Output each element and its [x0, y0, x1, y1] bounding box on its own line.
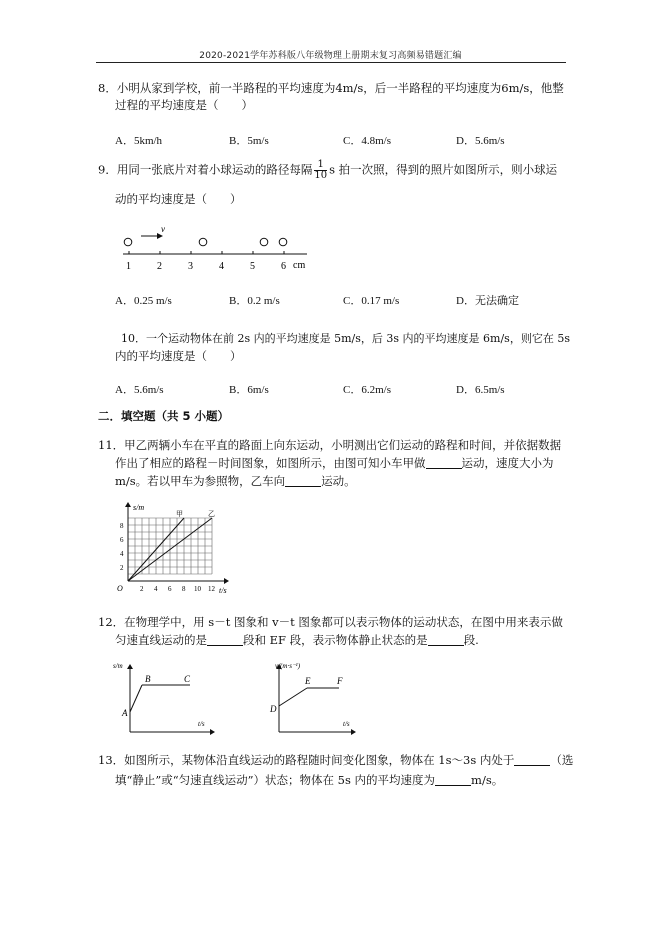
q9-option-b: B．0.2 m/s — [229, 295, 280, 307]
q10-option-a: A．5.6m/s — [115, 384, 164, 396]
graph1-y-label: s/m — [113, 662, 123, 670]
series-yi-label: 乙 — [208, 510, 215, 518]
x-tick-6: 6 — [168, 585, 172, 593]
graph1-point-b: B — [145, 674, 151, 684]
q12-vt-graph — [265, 660, 365, 740]
q9-stem-line2: 动的平均速度是（ ） — [115, 192, 242, 206]
q13-line2-part2: m/s。 — [471, 773, 504, 787]
q11-line3-part2: 运动。 — [321, 474, 356, 488]
q9-stem-part1: 9．用同一张底片对着小球运动的路径每隔 — [98, 162, 313, 177]
q12-stem-line1: 12．在物理学中，用 s－t 图象和 v－t 图象都可以表示物体的运动状态，在图中用来表示做 — [98, 615, 563, 629]
q8-stem-line1: 8．小明从家到学校，前一半路程的平均速度为4m/s，后一半路程的平均速度为6m/s，他整 — [98, 81, 564, 95]
q11-line2-part2: 运动，速度大小为 — [461, 456, 554, 470]
q11-stem-line1: 11．甲乙两辆小车在平直的路面上向东运动，小明测出它们运动的路程和时间，并依据数据 — [98, 438, 562, 452]
ruler-label-4: 4 — [219, 261, 224, 272]
ruler-label-5: 5 — [250, 261, 255, 272]
y-tick-2: 2 — [120, 564, 124, 572]
ruler-unit: cm — [293, 260, 306, 271]
q11-line3-part1: m/s。若以甲车为参照物，乙车向 — [115, 474, 286, 488]
origin-label: O — [117, 584, 123, 593]
y-tick-6: 6 — [120, 536, 124, 544]
q10-stem-line2: 内的平均速度是（ ） — [115, 349, 242, 363]
q11-st-chart — [112, 500, 237, 600]
x-tick-12: 12 — [208, 585, 215, 593]
q13-blank-2[interactable] — [435, 773, 471, 786]
ball-position-4 — [279, 238, 287, 246]
q12-line2-part1: 匀速直线运动的是 — [115, 633, 207, 647]
graph1-y-arrow — [127, 664, 133, 669]
ruler-label-1: 1 — [126, 261, 131, 272]
q12-stem-line2 — [115, 632, 479, 648]
q9-fraction-denominator: 10 — [314, 170, 328, 181]
ball-position-2 — [199, 238, 207, 246]
q12-blank-1[interactable] — [207, 633, 243, 646]
q8-option-c: C．4.8m/s — [343, 135, 391, 147]
q13-line2-part1: 填“静止”或“匀速直线运动”）状态；物体在 5s 内的平均速度为 — [115, 773, 436, 787]
chart-grid — [128, 518, 212, 574]
graph1-point-a: A — [122, 708, 128, 718]
series-jia-label: 甲 — [176, 510, 183, 518]
velocity-label: v — [161, 224, 165, 234]
q11-stem-line3 — [115, 473, 356, 489]
y-tick-4: 4 — [120, 550, 124, 558]
x-axis-label: t/s — [219, 586, 227, 595]
x-tick-2: 2 — [140, 585, 144, 593]
q9-ball-figure — [115, 222, 315, 277]
ruler-label-2: 2 — [157, 261, 162, 272]
graph2-point-d: D — [270, 704, 277, 714]
q9-fraction — [314, 160, 327, 181]
q13-blank-1[interactable] — [514, 753, 550, 766]
q9-stem-line1 — [98, 160, 557, 181]
q13-line1-part1: 13．如图所示，某物体沿直线运动的路程随时间变化图象，物体在 1s～3s 内处于 — [98, 753, 515, 767]
q12-line2-part3: 段. — [463, 633, 479, 647]
y-axis-arrow — [125, 502, 131, 507]
graph2-y-label: v/(m·s⁻¹) — [275, 662, 301, 670]
q10-stem-line1: 10．一个运动物体在前 2s 内的平均速度是 5m/s，后 3s 内的平均速度是 6m/s，则它在 5s — [121, 332, 570, 345]
section-title-fill-blank: 二．填空题（共 5 小题） — [98, 409, 230, 423]
q12-blank-2[interactable] — [428, 633, 464, 646]
graph1-x-arrow — [210, 729, 215, 735]
q9-option-d: D．无法确定 — [456, 295, 519, 307]
q12-line2-part2: 段和 EF 段，表示物体静止状态的是 — [243, 633, 428, 647]
ball-position-1 — [124, 238, 132, 246]
q13-line1-part2: （选 — [550, 753, 574, 767]
graph2-point-e: E — [305, 676, 311, 686]
q9-stem-part2: s 拍一次照，得到的照片如图所示，则小球运 — [329, 162, 558, 177]
graph1-x-label: t/s — [198, 720, 205, 728]
q8-option-b: B．5m/s — [229, 135, 269, 147]
q9-option-c: C．0.17 m/s — [343, 295, 400, 307]
x-tick-10: 10 — [194, 585, 201, 593]
q8-option-d: D．5.6m/s — [456, 135, 505, 147]
q11-line2-part1: 作出了相应的路程－时间图象，如图所示，由图可知小车甲做 — [115, 456, 426, 470]
q11-stem-line2 — [115, 455, 554, 471]
q12-st-graph — [112, 660, 222, 740]
ruler-label-6: 6 — [281, 261, 286, 272]
q8-stem-line2: 过程的平均速度是（ ） — [115, 98, 253, 112]
x-tick-8: 8 — [182, 585, 186, 593]
q9-option-a: A．0.25 m/s — [115, 295, 172, 307]
q10-option-d: D．6.5m/s — [456, 384, 505, 396]
ball-position-3 — [260, 238, 268, 246]
graph1-segment-ab — [130, 685, 142, 712]
y-axis-label: s/m — [133, 503, 145, 512]
q13-stem-line2 — [115, 772, 503, 788]
page-header: 2020-2021学年苏科版八年级物理上册期末复习高频易错题汇编 — [199, 51, 462, 61]
y-tick-8: 8 — [120, 522, 124, 530]
q10-option-b: B．6m/s — [229, 384, 269, 396]
ruler-label-3: 3 — [188, 261, 193, 272]
q13-stem-line1 — [98, 752, 573, 768]
q10-option-c: C．6.2m/s — [343, 384, 391, 396]
graph2-x-arrow — [351, 729, 356, 735]
q11-blank-1[interactable] — [426, 456, 462, 469]
q8-option-a: A．5km/h — [115, 135, 163, 147]
x-tick-4: 4 — [154, 585, 158, 593]
header-rule — [96, 62, 566, 63]
q11-blank-2[interactable] — [285, 474, 321, 487]
graph1-point-c: C — [184, 674, 191, 684]
graph2-segment-de — [279, 688, 307, 706]
graph2-x-label: t/s — [343, 720, 350, 728]
x-axis-arrow — [224, 578, 229, 584]
graph2-point-f: F — [337, 676, 343, 686]
q9-fraction-numerator: 1 — [314, 160, 327, 171]
